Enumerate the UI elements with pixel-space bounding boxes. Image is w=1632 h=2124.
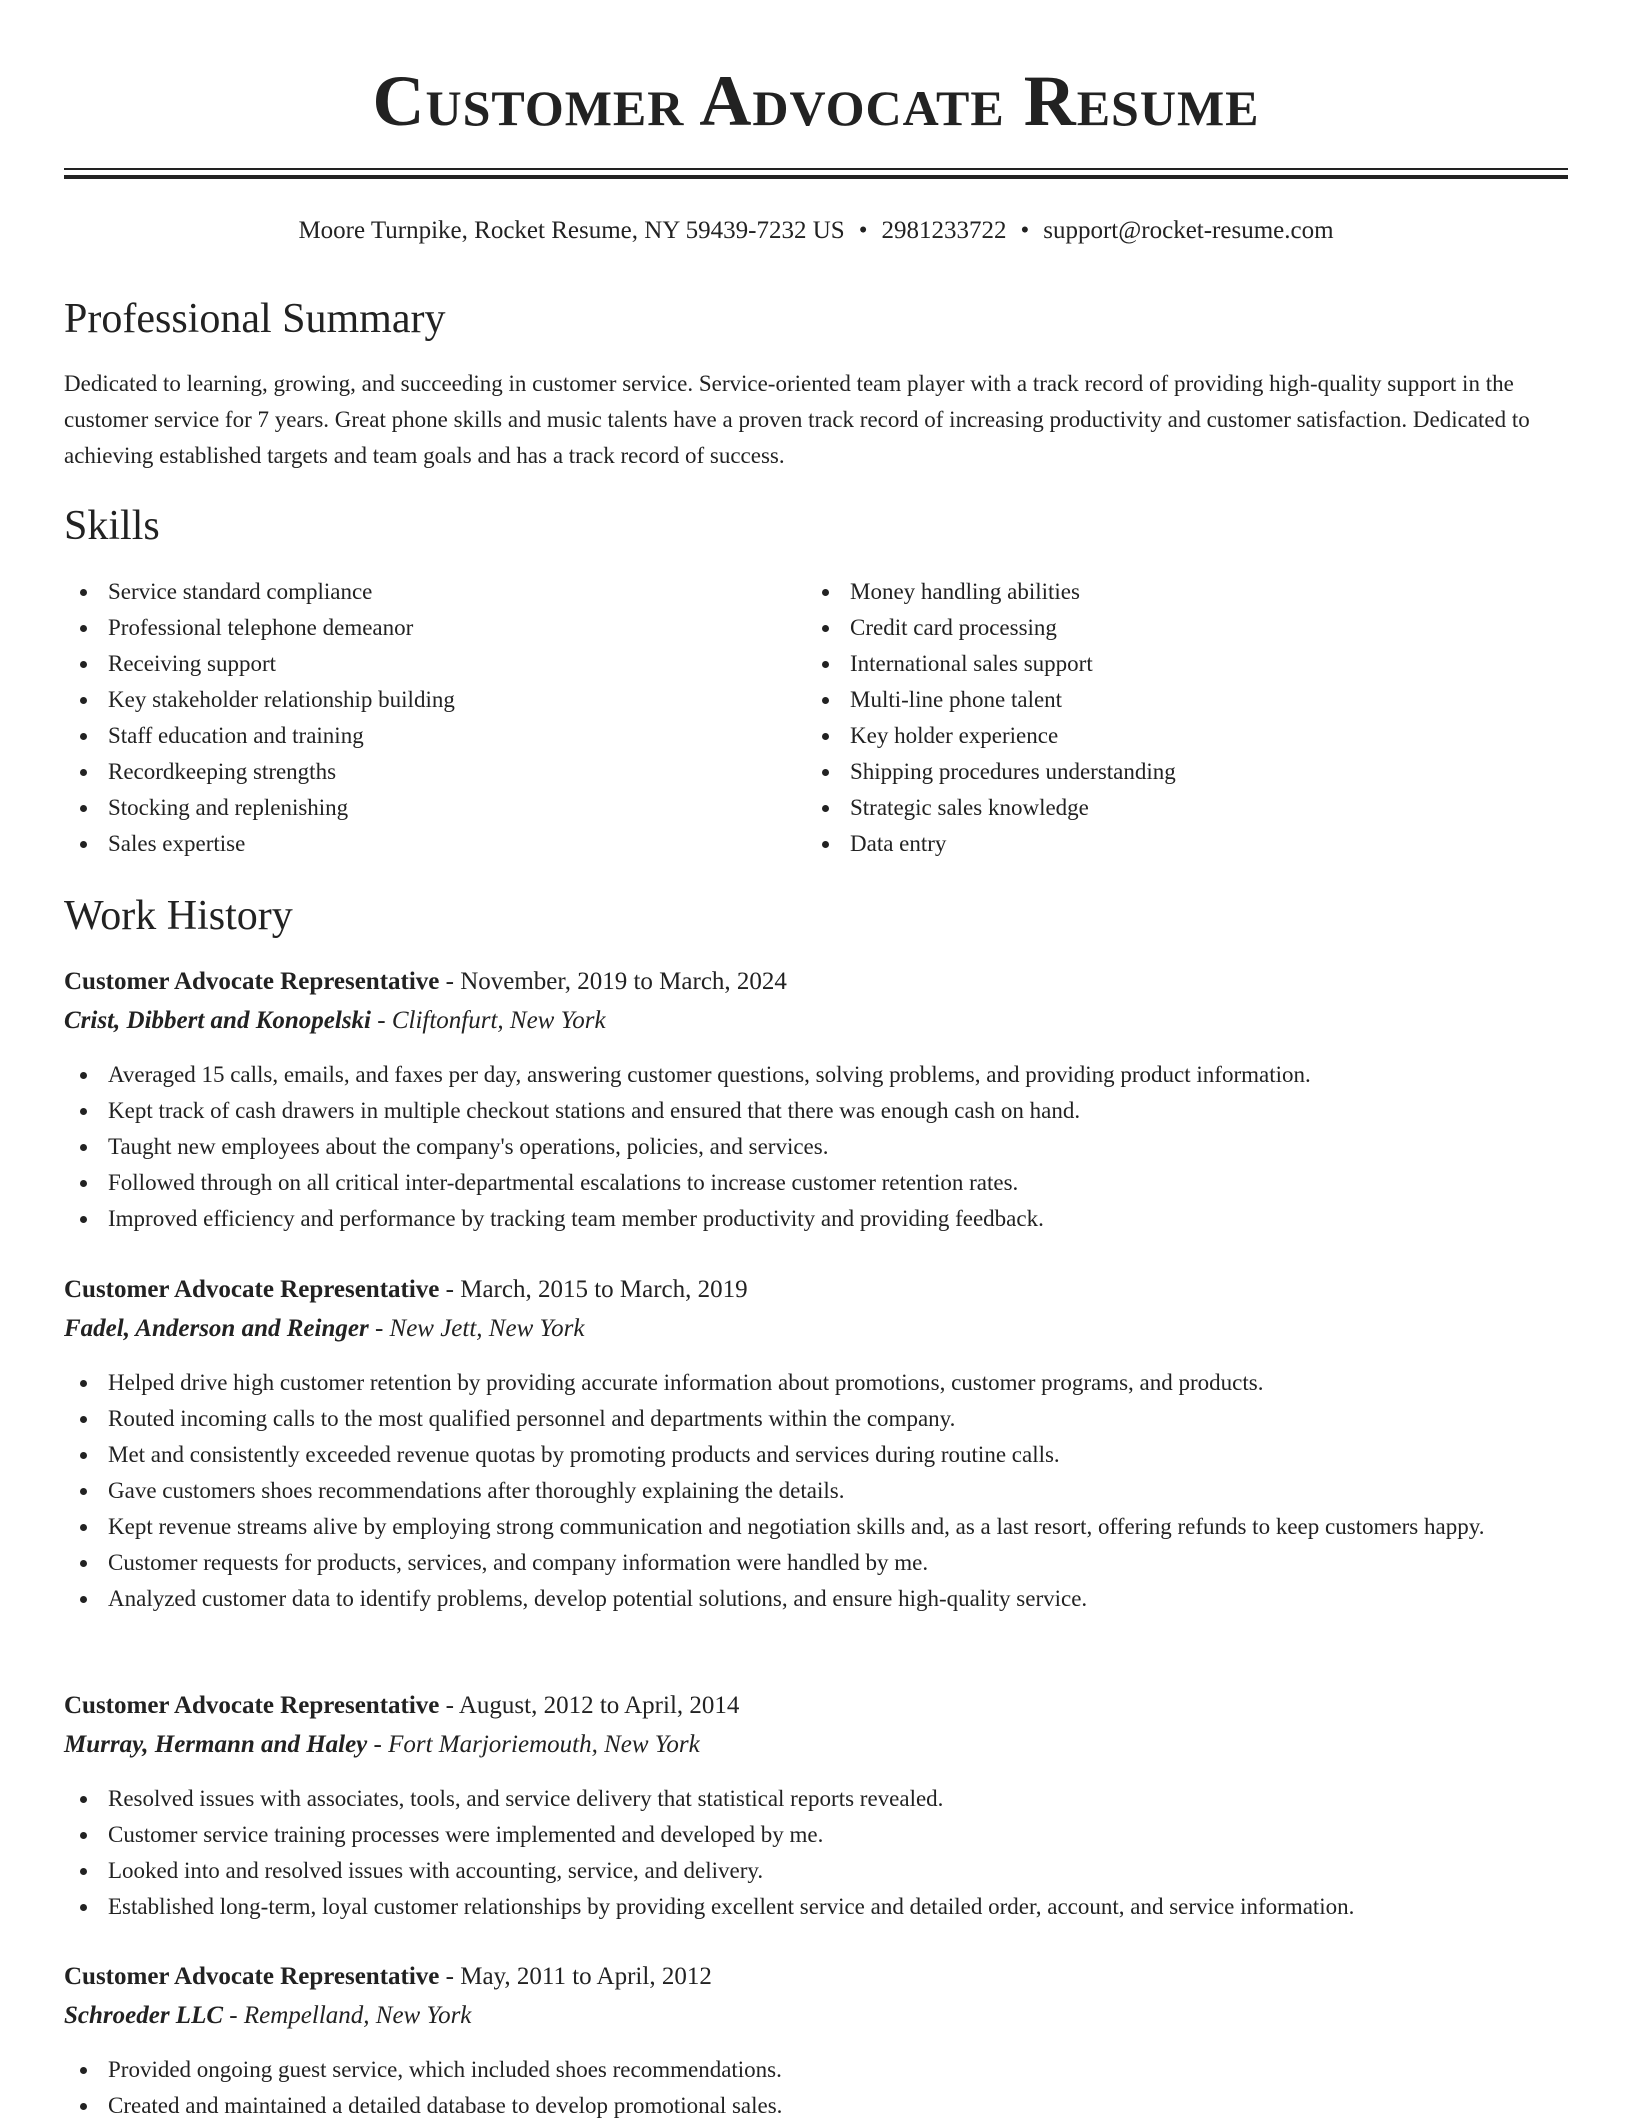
list-item: Professional telephone demeanor [64, 610, 804, 646]
list-item: Established long-term, loyal customer relationships by providing excellent service and detailed order, account, and service information. [64, 1889, 1568, 1925]
list-item: Looked into and resolved issues with accounting, service, and delivery. [64, 1853, 1568, 1889]
summary-text: Dedicated to learning, growing, and succeeding in customer service. Service-oriented team player with a track record of providing high-quality support in the customer service for 7 years. Great phone skills and music talents have a proven track record of increasing productivity and customer satisfaction. Dedicated to achieving established targets and team goals and has a track record of success. [64, 371, 1530, 468]
list-item: International sales support [806, 646, 1566, 682]
job-duties-list [64, 1781, 1568, 1925]
job-company-line [64, 1727, 700, 1763]
job-title-line [64, 1959, 712, 1995]
list-item: Kept track of cash drawers in multiple checkout stations and ensured that there was enough cash on hand. [64, 1093, 1568, 1129]
list-item: Receiving support [64, 646, 804, 682]
contact-email: support@rocket-resume.com [1043, 217, 1334, 244]
list-item: Analyzed customer data to identify problems, develop potential solutions, and ensure high-quality service. [64, 1581, 1568, 1617]
list-item: Improved efficiency and performance by tracking team member productivity and providing feedback. [64, 1201, 1568, 1237]
contact-line [0, 214, 1632, 248]
job-duties-list [64, 1365, 1568, 1617]
title-divider-thick [64, 175, 1568, 179]
list-item: Sales expertise [64, 826, 804, 862]
job-location: - Fort Marjoriemouth, New York [367, 1731, 700, 1758]
job-location: - Cliftonfurt, New York [371, 1007, 606, 1034]
list-item: Provided ongoing guest service, which included shoes recommendations. [64, 2052, 1568, 2088]
page-title: Customer Advocate Resume [372, 61, 1260, 141]
skills-list-right [806, 574, 1566, 862]
contact-address: Moore Turnpike, Rocket Resume, NY 59439-7232 US [298, 217, 845, 244]
job-company: Murray, Hermann and Haley [64, 1731, 368, 1758]
skills-heading: Skills [64, 503, 160, 549]
list-item: Stocking and replenishing [64, 790, 804, 826]
list-item: Staff education and training [64, 718, 804, 754]
job-title-line [64, 1272, 748, 1308]
list-item: Followed through on all critical inter-departmental escalations to increase customer retention rates. [64, 1165, 1568, 1201]
list-item: Strategic sales knowledge [806, 790, 1566, 826]
list-item: Customer service training processes were implemented and developed by me. [64, 1817, 1568, 1853]
job-company: Schroeder LLC [64, 2002, 224, 2029]
list-item: Recordkeeping strengths [64, 754, 804, 790]
list-item: Gave customers shoes recommendations after thoroughly explaining the details. [64, 1473, 1568, 1509]
list-item: Key holder experience [806, 718, 1566, 754]
list-item: Met and consistently exceeded revenue quotas by promoting products and services during routine calls. [64, 1437, 1568, 1473]
list-item: Customer requests for products, services, and company information were handled by me. [64, 1545, 1568, 1581]
contact-separator: • [858, 217, 868, 244]
job-dates: - November, 2019 to March, 2024 [439, 968, 787, 995]
job-duties-list [64, 2052, 1568, 2124]
job-company: Fadel, Anderson and Reinger [64, 1315, 369, 1342]
job-title-line [64, 1688, 739, 1724]
job-company-line [64, 1003, 606, 1039]
job-title: Customer Advocate Representative [64, 1276, 440, 1303]
job-title-line [64, 964, 787, 1000]
job-title: Customer Advocate Representative [64, 1963, 440, 1990]
job-dates: - March, 2015 to March, 2019 [439, 1276, 748, 1303]
job-dates: - May, 2011 to April, 2012 [439, 1963, 712, 1990]
job-company-line [64, 1311, 584, 1347]
job-location: - Rempelland, New York [223, 2002, 472, 2029]
list-item: Helped drive high customer retention by providing accurate information about promotions, customer programs, and products. [64, 1365, 1568, 1401]
summary-heading: Professional Summary [64, 296, 446, 342]
job-dates: - August, 2012 to April, 2014 [439, 1692, 740, 1719]
job-location: - New Jett, New York [368, 1315, 585, 1342]
list-item: Multi-line phone talent [806, 682, 1566, 718]
job-company-line [64, 1998, 471, 2034]
list-item: Resolved issues with associates, tools, and service delivery that statistical reports revealed. [64, 1781, 1568, 1817]
list-item: Money handling abilities [806, 574, 1566, 610]
title-divider-thin [64, 168, 1568, 170]
work-history-heading: Work History [64, 893, 293, 939]
contact-separator: • [1020, 217, 1030, 244]
job-duties-list [64, 1057, 1568, 1237]
list-item: Service standard compliance [64, 574, 804, 610]
list-item: Credit card processing [806, 610, 1566, 646]
list-item: Key stakeholder relationship building [64, 682, 804, 718]
job-title: Customer Advocate Representative [64, 1692, 440, 1719]
list-item: Routed incoming calls to the most qualified personnel and departments within the company. [64, 1401, 1568, 1437]
list-item: Data entry [806, 826, 1566, 862]
job-company: Crist, Dibbert and Konopelski [64, 1007, 371, 1034]
list-item: Shipping procedures understanding [806, 754, 1566, 790]
contact-phone: 2981233722 [881, 217, 1007, 244]
list-item: Averaged 15 calls, emails, and faxes per day, answering customer questions, solving problems, and providing product information. [64, 1057, 1568, 1093]
list-item: Created and maintained a detailed database to develop promotional sales. [64, 2088, 1568, 2124]
job-title: Customer Advocate Representative [64, 968, 440, 995]
skills-list-left [64, 574, 804, 862]
list-item: Kept revenue streams alive by employing strong communication and negotiation skills and, as a last resort, offering refunds to keep customers happy. [64, 1509, 1568, 1545]
list-item: Taught new employees about the company's operations, policies, and services. [64, 1129, 1568, 1165]
